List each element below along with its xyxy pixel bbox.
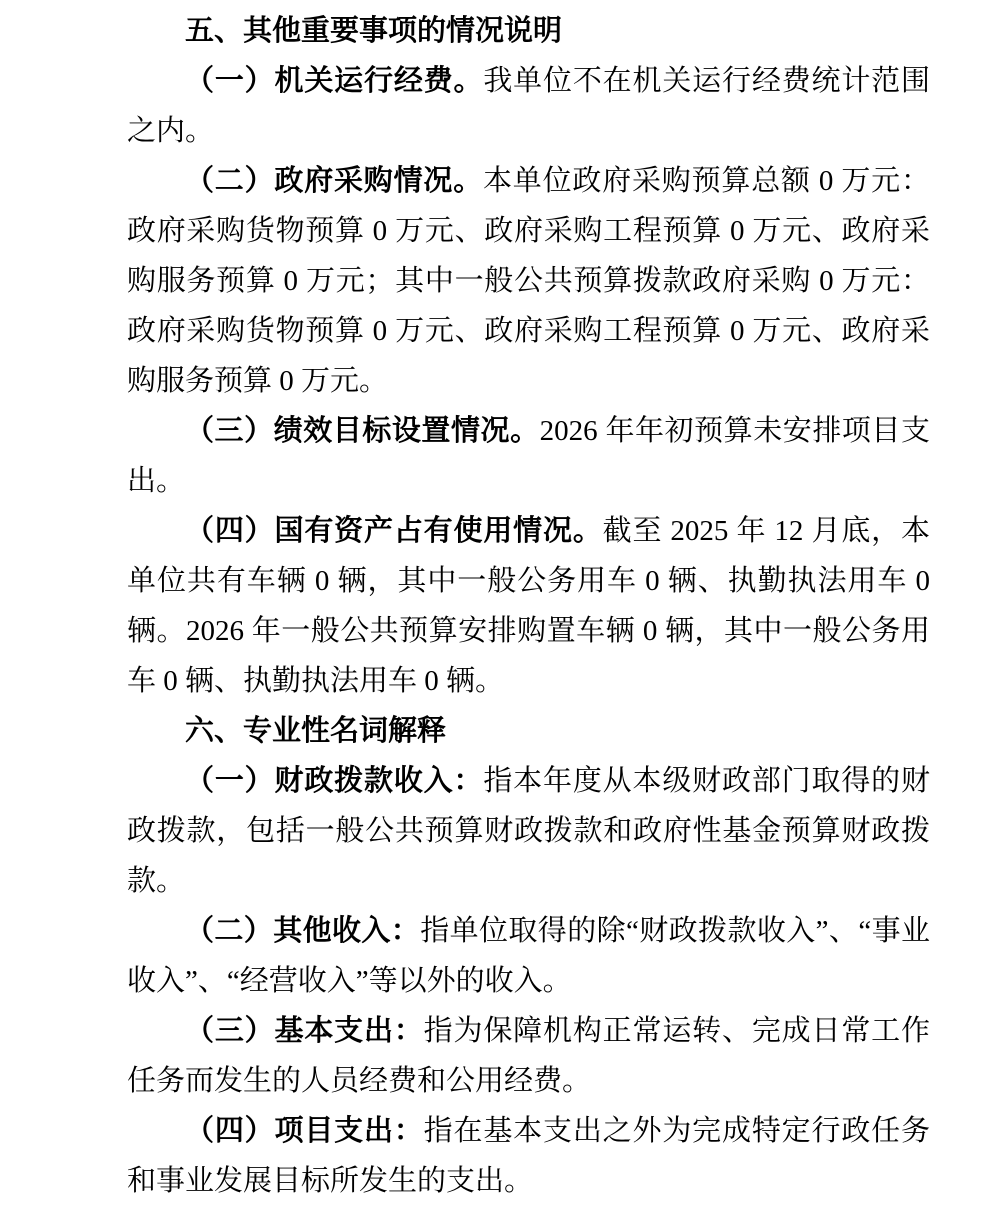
section-heading: 五、其他重要事项的情况说明	[185, 15, 563, 47]
paragraph	[127, 906, 930, 1006]
paragraph-body: 截至 2025 年 12 月底，本单位共有车辆 0 辆，其中一般公务用车 0 辆、执勤执法用车 0 辆。2026 年一般公共预算安排购置车辆 0 辆，其中一般公务用车 0 辆、执勤执法用车 0 辆。	[127, 515, 930, 697]
paragraph-body: 指本年度从本级财政部门取得的财政拨款，包括一般公共预算财政拨款和政府性基金预算财政拨款。	[127, 765, 930, 897]
paragraph-body: 指在基本支出之外为完成特定行政任务和事业发展目标所发生的支出。	[127, 1115, 930, 1197]
paragraph	[127, 56, 930, 156]
section-heading: 六、专业性名词解释	[185, 715, 447, 747]
paragraph-lead: （四）国有资产占有使用情况。	[185, 515, 603, 547]
paragraph-body: 指为保障机构正常运转、完成日常工作任务而发生的人员经费和公用经费。	[127, 1015, 930, 1097]
paragraph-lead: （三）绩效目标设置情况。	[185, 415, 540, 447]
paragraph-lead: （一）财政拨款收入：	[185, 765, 484, 797]
paragraph	[127, 1106, 930, 1206]
paragraph-body: 我单位不在机关运行经费统计范围之内。	[127, 65, 930, 147]
paragraph-lead: （三）基本支出：	[185, 1015, 424, 1047]
section-terminology	[127, 706, 930, 1206]
paragraph-lead: （二）其他收入：	[185, 915, 421, 947]
paragraph-body: 指单位取得的除“财政拨款收入”、“事业收入”、“经营收入”等以外的收入。	[127, 915, 930, 997]
paragraph-body: 2026 年年初预算未安排项目支出。	[127, 415, 930, 497]
paragraph-body: 本单位政府采购预算总额 0 万元：政府采购货物预算 0 万元、政府采购工程预算 0 万元、政府采购服务预算 0 万元；其中一般公共预算拨款政府采购 0 万元：政府采购货物预算 0 万元、政府采购工程预算 0 万元、政府采购服务预算 0 万元。	[127, 165, 930, 397]
paragraph	[127, 506, 930, 706]
paragraph	[127, 156, 930, 406]
paragraph	[127, 406, 930, 506]
paragraph-lead: （四）项目支出：	[185, 1115, 424, 1147]
paragraph	[127, 756, 930, 906]
paragraph	[127, 1006, 930, 1106]
section-other-important-matters	[127, 6, 930, 706]
paragraph-lead: （二）政府采购情况。	[185, 165, 483, 197]
paragraph-lead: （一）机关运行经费。	[185, 65, 484, 97]
